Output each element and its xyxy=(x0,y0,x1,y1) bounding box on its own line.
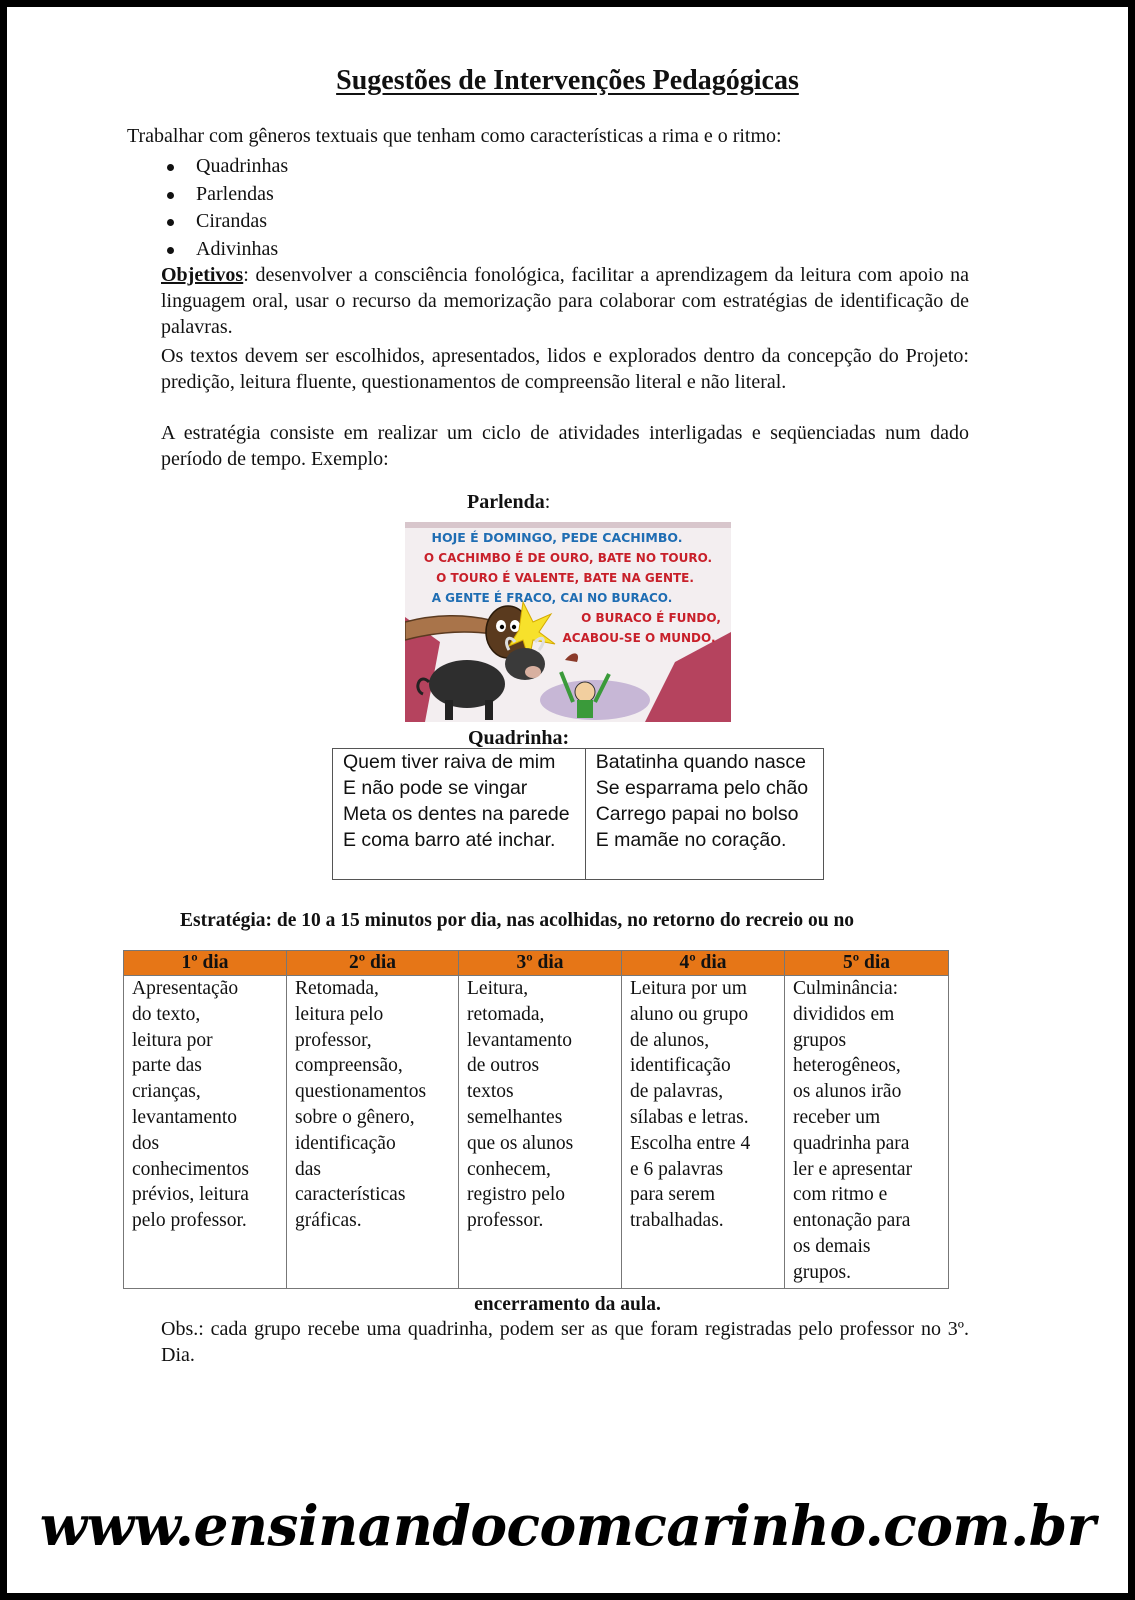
parlenda-label: Parlenda: xyxy=(467,491,551,513)
objetivos-label: Objetivos xyxy=(161,264,244,286)
day-cell: Leitura por um aluno ou grupo de alunos, identificação de palavras, sílabas e letras. Escolha entre 4 e 6 palavras para serem trabalhadas. xyxy=(622,976,785,1289)
parlenda-line: O CACHIMBO É DE OURO, BATE NO TOURO. xyxy=(423,551,713,565)
parlenda-line: ACABOU-SE O MUNDO. xyxy=(562,631,716,645)
obs-paragraph: Obs.: cada grupo recebe uma quadrinha, podem ser as que foram registradas pelo professor no 3º. Dia. xyxy=(161,1318,969,1366)
days-table xyxy=(123,950,949,1289)
day-header: 5º dia xyxy=(785,951,949,976)
day-header: 4º dia xyxy=(622,951,785,976)
day-cell: Apresentação do texto, leitura por parte das crianças, levantamento dos conhecimentos prévios, leitura pelo professor. xyxy=(124,976,287,1289)
day-header: 1º dia xyxy=(124,951,287,976)
list-item: Quadrinhas xyxy=(167,153,288,181)
falling-man xyxy=(575,682,595,702)
encerramento-text: encerramento da aula. xyxy=(474,1294,661,1315)
list-item: Parlendas xyxy=(167,181,288,209)
page-title: Sugestões de Intervenções Pedagógicas xyxy=(336,65,799,96)
parlenda-line: A GENTE É FRACO, CAI NO BURACO. xyxy=(431,591,673,605)
quadrinha-right: Batatinha quando nasce Se esparrama pelo chão Carrego papai no bolso E mamãe no coração. xyxy=(585,749,823,880)
bull-body xyxy=(429,660,505,708)
parlenda-line: HOJE É DOMINGO, PEDE CACHIMBO. xyxy=(431,530,683,545)
day-cell: Leitura, retomada, levantamento de outros textos semelhantes que os alunos conhecem, registro pelo professor. xyxy=(459,976,622,1289)
day-header: 3º dia xyxy=(459,951,622,976)
day-header: 2º dia xyxy=(287,951,459,976)
objetivos-text: : desenvolver a consciência fonológica, facilitar a aprendizagem da leitura com apoio na linguagem oral, usar o recurso da memorização para colaborar com estratégias de identificação de palavras. xyxy=(161,264,969,338)
parlenda-line: O TOURO É VALENTE, BATE NA GENTE. xyxy=(436,571,694,585)
parlenda-illustration xyxy=(405,522,731,722)
quadrinha-left: Quem tiver raiva de mim E não pode se vingar Meta os dentes na parede E coma barro até inchar. xyxy=(333,749,586,880)
genre-list xyxy=(167,153,288,263)
estrategia-heading: Estratégia: de 10 a 15 minutos por dia, nas acolhidas, no retorno do recreio ou no xyxy=(180,910,855,931)
website-watermark: www.ensinandocomcarinho.com.br xyxy=(39,1493,1096,1558)
list-item: Cirandas xyxy=(167,208,288,236)
list-item: Adivinhas xyxy=(167,236,288,264)
objetivos-paragraph xyxy=(161,263,969,340)
day-cell: Culminância: divididos em grupos heterogêneos, os alunos irão receber um quadrinha para ler e apresentar com ritmo e entonação para os demais grupos. xyxy=(785,976,949,1289)
quadrinha-table xyxy=(332,748,824,880)
parlenda-line: O BURACO É FUNDO, xyxy=(581,611,721,625)
day-cell: Retomada, leitura pelo professor, compreensão, questionamentos sobre o gênero, identificação das características gráficas. xyxy=(287,976,459,1289)
estrategia-paragraph: A estratégia consiste em realizar um ciclo de atividades interligadas e seqüenciadas num dado período de tempo. Exemplo: xyxy=(161,422,969,470)
textos-paragraph: Os textos devem ser escolhidos, apresentados, lidos e explorados dentro da concepção do Projeto: predição, leitura fluente, questionamentos de compreensão literal e não literal. xyxy=(161,345,969,393)
intro-text: Trabalhar com gêneros textuais que tenham como características a rima e o ritmo: xyxy=(127,125,782,147)
quadrinha-label: Quadrinha: xyxy=(468,727,570,749)
